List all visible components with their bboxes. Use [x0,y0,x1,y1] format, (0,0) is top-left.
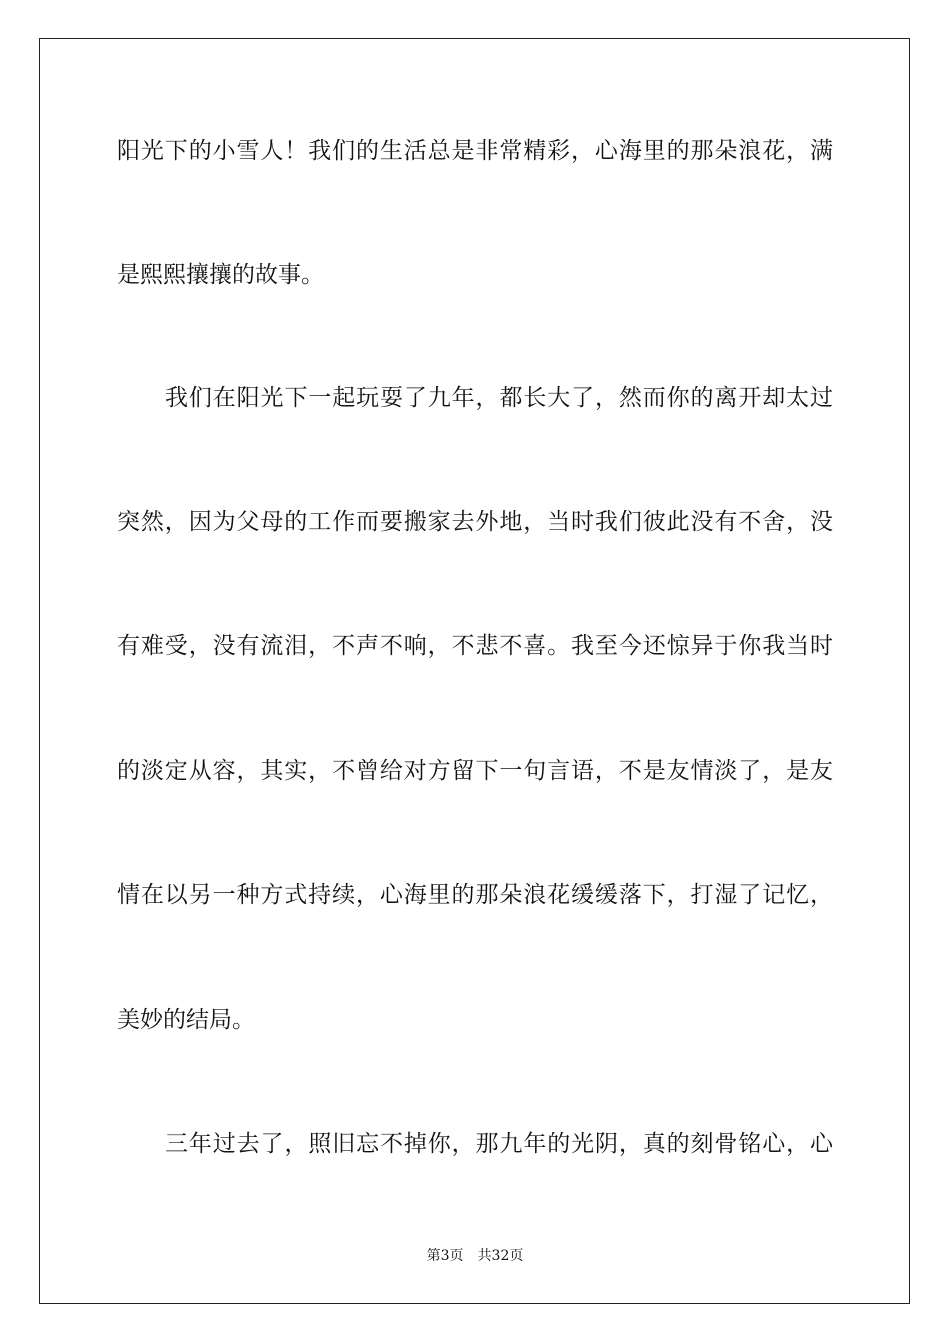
paragraph-line: 突然，因为父母的工作而要搬家去外地，当时我们彼此没有不舍，没 [117,509,833,535]
paragraph-line: 情在以另一种方式持续，心海里的那朵浪花缓缓落下，打湿了记忆， [117,882,833,908]
paragraph-line: 是熙熙攘攘的故事。 [117,262,324,288]
paragraph-line: 我们在阳光下一起玩耍了九年，都长大了，然而你的离开却太过 [165,385,833,411]
paragraph-line: 有难受，没有流泪，不声不响，不悲不喜。我至今还惊异于你我当时 [117,633,833,659]
page-frame [39,38,910,1304]
paragraph-line: 的淡定从容，其实，不曾给对方留下一句言语，不是友情淡了，是友 [117,758,833,784]
page-number: 第3页 [426,1248,464,1264]
paragraph-line: 美妙的结局。 [117,1007,255,1033]
paragraph-line: 阳光下的小雪人！我们的生活总是非常精彩，心海里的那朵浪花，满 [117,138,833,164]
page-footer [0,1246,950,1266]
page-total: 共32页 [477,1248,524,1264]
paragraph-line: 三年过去了，照旧忘不掉你，那九年的光阴，真的刻骨铭心，心 [165,1131,833,1157]
